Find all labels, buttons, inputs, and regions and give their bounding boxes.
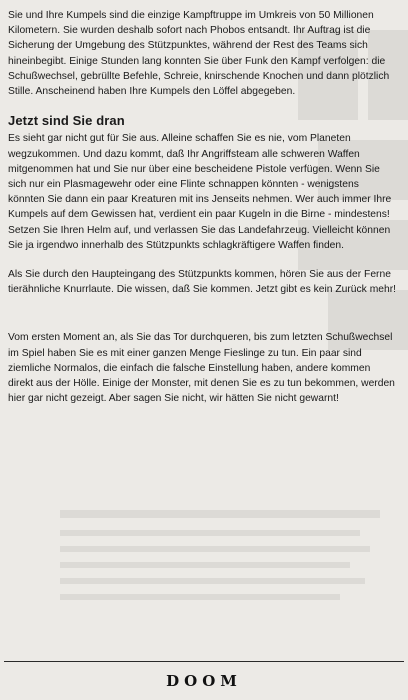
intro-paragraph: Sie und Ihre Kumpels sind die einzige Kampftruppe im Umkreis von 50 Millionen Kilometern. Sie wurden deshalb sofort nach Phobos entsandt. Ihr Auftrag ist die Sicherung der Umgebung des Stützpunktes, während der Rest des Teams sich hineinbegibt. Einige Stunden lang konnten Sie über Funk den Kampf verfolgen: die Schußwechsel, gebrüllte Befehle, Schreie, knirschende Knochen und dann plötzlich Stille. Anscheinend haben Ihre Kumpels den Löffel abgegeben. <box>8 10 390 98</box>
background-watermark-lower <box>60 500 390 650</box>
body-paragraph-2: Als Sie durch den Haupteingang des Stützpunkts kommen, hören Sie aus der Ferne tierähnliche Knurrlaute. Die wissen, daß Sie kommen. Jetzt gibt es kein Zurück mehr! <box>8 269 397 296</box>
doom-logo: DOOM <box>166 672 242 690</box>
page-footer <box>0 672 408 691</box>
body-paragraph-3: Vom ersten Moment an, als Sie das Tor durchqueren, bis zum letzten Schußwechsel im Spiel haben Sie es mit einer ganzen Menge Fieslinge zu tun. Ein paar sind ziemliche Normalos, die einfach die falsche Einstellung haben, andere kommen direkt aus der Hölle. Einige der Monster, mit denen Sie es zu tun bekommen, werden hier gar nicht gezeigt. Aber sagen Sie nicht, wir hätten Sie nicht gewarnt! <box>8 332 395 405</box>
footer-divider <box>4 661 404 662</box>
section-heading: Jetzt sind Sie dran <box>8 113 125 129</box>
page-content <box>8 8 396 420</box>
body-paragraph-1: Es sieht gar nicht gut für Sie aus. Alleine schaffen Sie es nie, vom Planeten wegzukommen. Und dazu kommt, daß Ihr Angriffsteam alle schweren Waffen mitgenommen hat und Sie nur über eine bescheidene Pistole verfügen. Wenn Sie sich nur ein Plasmagewehr oder eine Flinte schnappen könnten - wenigstens könnten Sie dann ein paar Kreaturen mit ins Jenseits nehmen. Wer auch immer Ihre Kumpels auf dem Gewissen hat, verdient ein paar Kugeln in die Birne - mindestens! Setzen Sie Ihren Helm auf, und verlassen Sie das Landefahrzeug. Vielleicht können Sie ja irgendwo innerhalb des Stützpunkts schlagkräftigere Waffen finden. <box>8 133 392 251</box>
